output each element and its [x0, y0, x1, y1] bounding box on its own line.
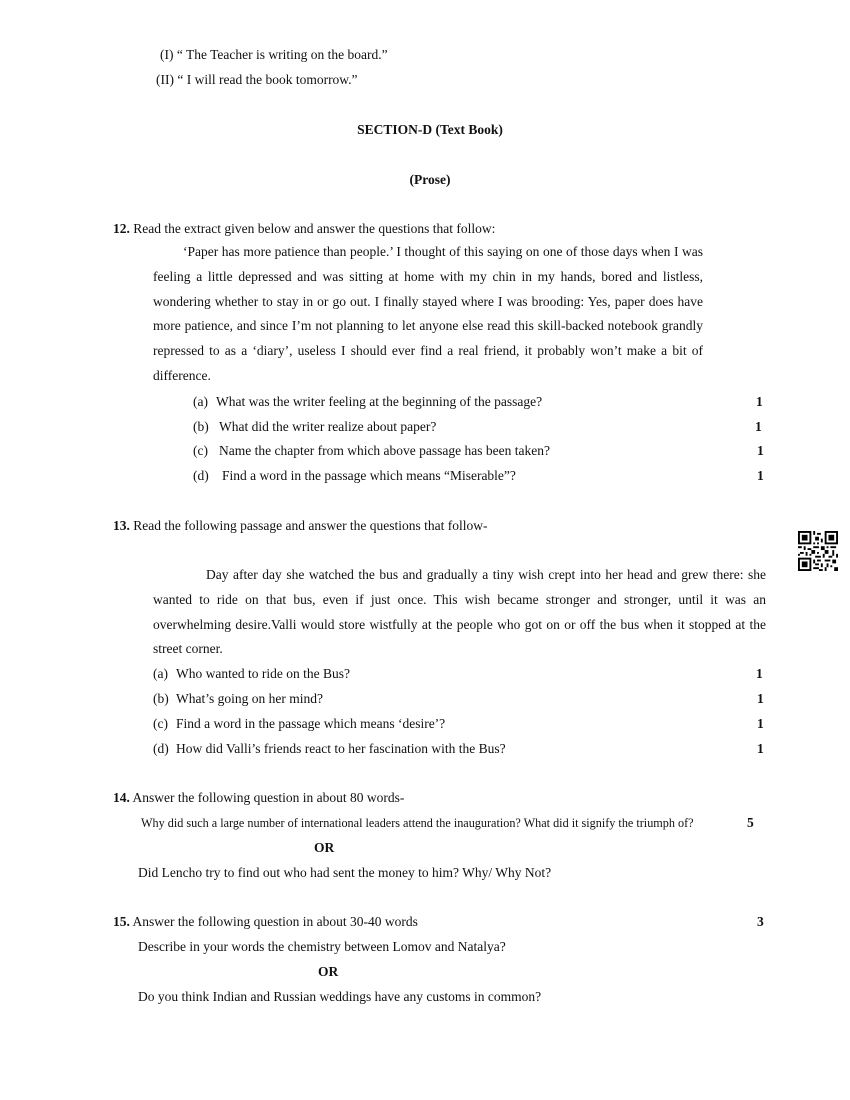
q15-number: 15. — [113, 914, 130, 929]
q12-number: 12. — [113, 221, 130, 236]
q13-item-text: Find a word in the passage which means ‘desire’? — [176, 716, 446, 731]
q12-item-text: Find a word in the passage which means “Miserable”? — [222, 468, 516, 483]
q13-item-marks: 1 — [757, 716, 764, 731]
q14-marks: 5 — [747, 815, 754, 830]
qr-code-icon — [798, 531, 838, 571]
section-title: SECTION-D (Text Book) — [357, 122, 503, 137]
q12-item-marks: 1 — [756, 394, 763, 409]
q12-item-label: (a) — [193, 394, 208, 409]
q13-number: 13. — [113, 518, 130, 533]
q13-item-label: (c) — [153, 716, 168, 731]
q13-passage: Day after day she watched the bus and gradually a tiny wish crept into her head and grew there: she wanted to ride on that bus, even if just once. This wish became stronger and stronger, until it was an overwhelming desire.Valli would store wistfully at the people who got on or off the bus when it stopped at the street corner. — [153, 567, 766, 657]
q12-item-label: (c) — [193, 443, 208, 458]
q14-option-1: Why did such a large number of international leaders attend the inauguration? What did it signify the triumph of? — [141, 816, 694, 830]
q13-item-marks: 1 — [757, 691, 764, 706]
q12-header — [113, 221, 495, 237]
q13-item-text: How did Valli’s friends react to her fascination with the Bus? — [176, 741, 506, 756]
q12-item-label: (b) — [193, 419, 209, 434]
q15-or: OR — [318, 964, 339, 979]
q14-header — [113, 790, 404, 806]
q14-prompt: Answer the following question in about 80 words- — [132, 790, 405, 805]
q13-item-text: What’s going on her mind? — [176, 691, 323, 706]
q13-prompt: Read the following passage and answer the questions that follow- — [133, 518, 488, 533]
q12-item-marks: 1 — [757, 468, 764, 483]
q14-number: 14. — [113, 790, 130, 805]
prev-item-1: (I) “ The Teacher is writing on the board.” — [160, 47, 388, 62]
q15-option-2: Do you think Indian and Russian weddings have any customs in common? — [138, 989, 542, 1004]
q15-marks: 3 — [757, 914, 764, 929]
q13-item-label: (d) — [153, 741, 169, 756]
q15-header — [113, 914, 418, 930]
q12-item-marks: 1 — [757, 443, 764, 458]
q14-option-2: Did Lencho try to find out who had sent the money to him? Why/ Why Not? — [138, 865, 552, 880]
q14-or: OR — [314, 840, 335, 855]
q15-prompt: Answer the following question in about 30-40 words — [132, 914, 418, 929]
prev-item-2: (II) “ I will read the book tomorrow.” — [156, 72, 358, 87]
q13-item-marks: 1 — [756, 666, 763, 681]
q13-item-text: Who wanted to ride on the Bus? — [176, 666, 350, 681]
q12-item-text: What did the writer realize about paper? — [219, 419, 437, 434]
q13-item-label: (b) — [153, 691, 169, 706]
q15-option-1: Describe in your words the chemistry between Lomov and Natalya? — [138, 939, 506, 954]
q12-item-text: Name the chapter from which above passage has been taken? — [219, 443, 550, 458]
q12-passage: ‘Paper has more patience than people.’ I thought of this saying on one of those days when I was feeling a little depressed and was sitting at home with my chin in my hands, bored and listless, wondering whether to stay in or go out. I finally stayed where I was brooding: Yes, paper does have more patience, and since I’m not planning to let anyone else read this skill-backed notebook grandly repressed to as a ‘diary’, useless I should ever find a real friend, it probably won’t make a bit of difference. — [153, 244, 703, 383]
q13-header — [113, 518, 488, 534]
q13-item-marks: 1 — [757, 741, 764, 756]
q12-item-marks: 1 — [755, 419, 762, 434]
section-subtitle: (Prose) — [409, 172, 451, 187]
q12-prompt: Read the extract given below and answer the questions that follow: — [133, 221, 496, 236]
q12-item-text: What was the writer feeling at the beginning of the passage? — [216, 394, 543, 409]
q12-item-label: (d) — [193, 468, 209, 483]
q13-item-label: (a) — [153, 666, 168, 681]
